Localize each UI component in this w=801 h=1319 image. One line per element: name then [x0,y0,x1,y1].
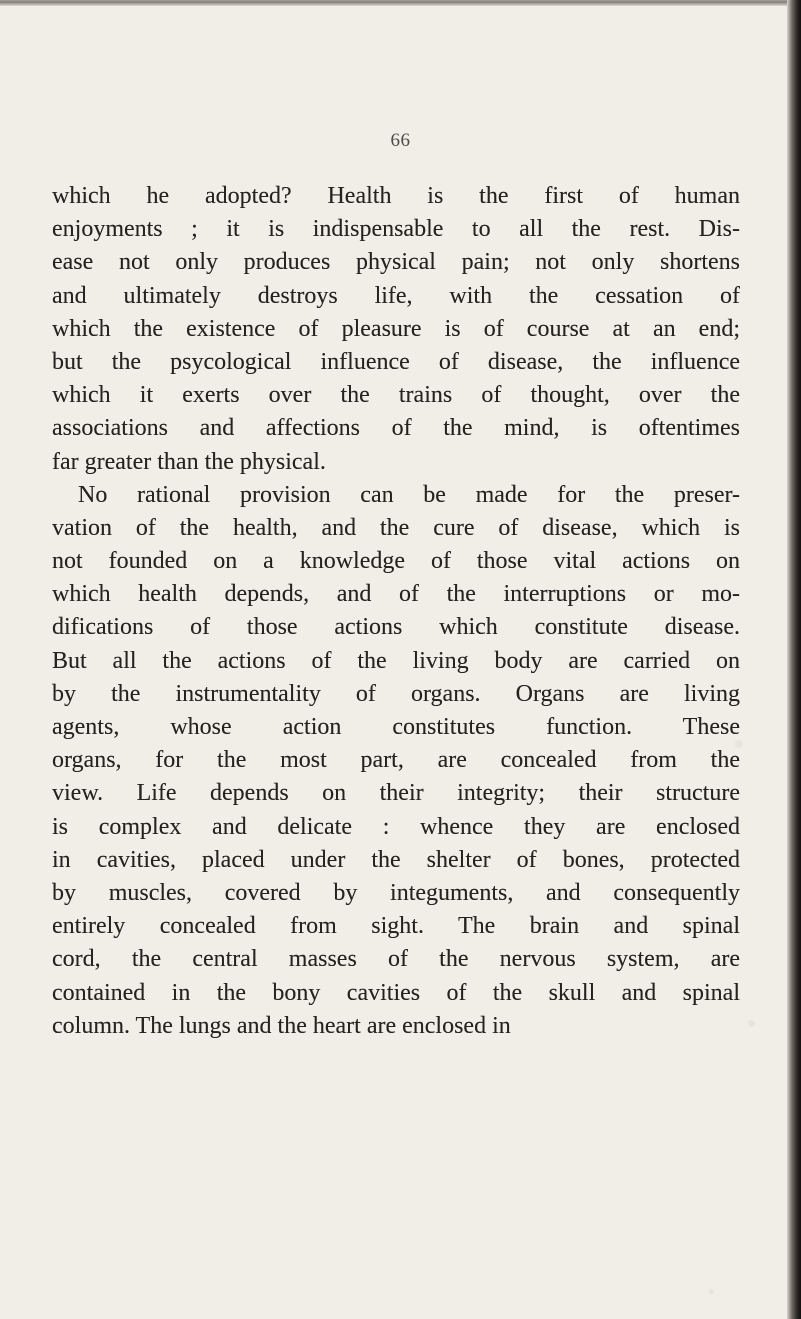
text-line: contained in the bony cavities of the skull and spinal [52,979,740,1006]
paper-speck [748,1020,755,1027]
text-line: by the instrumentality of organs. Organs are living [52,680,740,707]
text-line: which it exerts over the trains of thought, over the [52,382,740,409]
text-line: is complex and delicate : whence they are enclosed [52,813,740,840]
text-line: organs, for the most part, are concealed from the [52,747,740,774]
text-line: not founded on a knowledge of those vital actions on [52,548,740,575]
text-line: agents, whose action constitutes function. These [52,714,740,740]
text-line: which health depends, and of the interruptions or mo- [52,581,740,608]
text-line: difications of those actions which constitute disease. [52,614,740,641]
text-line: No rational provision can be made for the preser- [78,481,740,508]
text-line: which he adopted? Health is the first of human [52,183,740,209]
text-line: ease not only produces physical pain; not only shortens [52,249,740,276]
text-line: vation of the health, and the cure of disease, which is [52,514,740,541]
text-line: far greater than the physical. [52,448,326,475]
text-line: view. Life depends on their integrity; their structure [52,780,740,807]
text-line: in cavities, placed under the shelter of bones, protected [52,846,740,873]
text-line: but the psycological influence of disease, the influence [52,348,740,375]
text-line: which the existence of pleasure is of course at an end; [52,315,740,342]
text-line: associations and affections of the mind, is oftentimes [52,415,740,442]
text-line: cord, the central masses of the nervous system, are [52,946,740,973]
text-line: by muscles, covered by integuments, and consequently [52,879,740,906]
text-line: and ultimately destroys life, with the cessation of [52,282,740,309]
text-line: enjoyments ; it is indispensable to all the rest. Dis- [52,216,740,243]
text-line: entirely concealed from sight. The brain and spinal [52,913,740,940]
paper-speck [709,1289,714,1294]
text-line: But all the actions of the living body are carried on [52,647,740,674]
page-number: 66 [390,130,411,151]
text-line: column. The lungs and the heart are enclosed in [52,1012,511,1039]
paper-speck [735,740,743,748]
right-page-edge [787,0,801,1319]
body-text [52,180,740,1043]
top-page-edge [0,0,801,6]
